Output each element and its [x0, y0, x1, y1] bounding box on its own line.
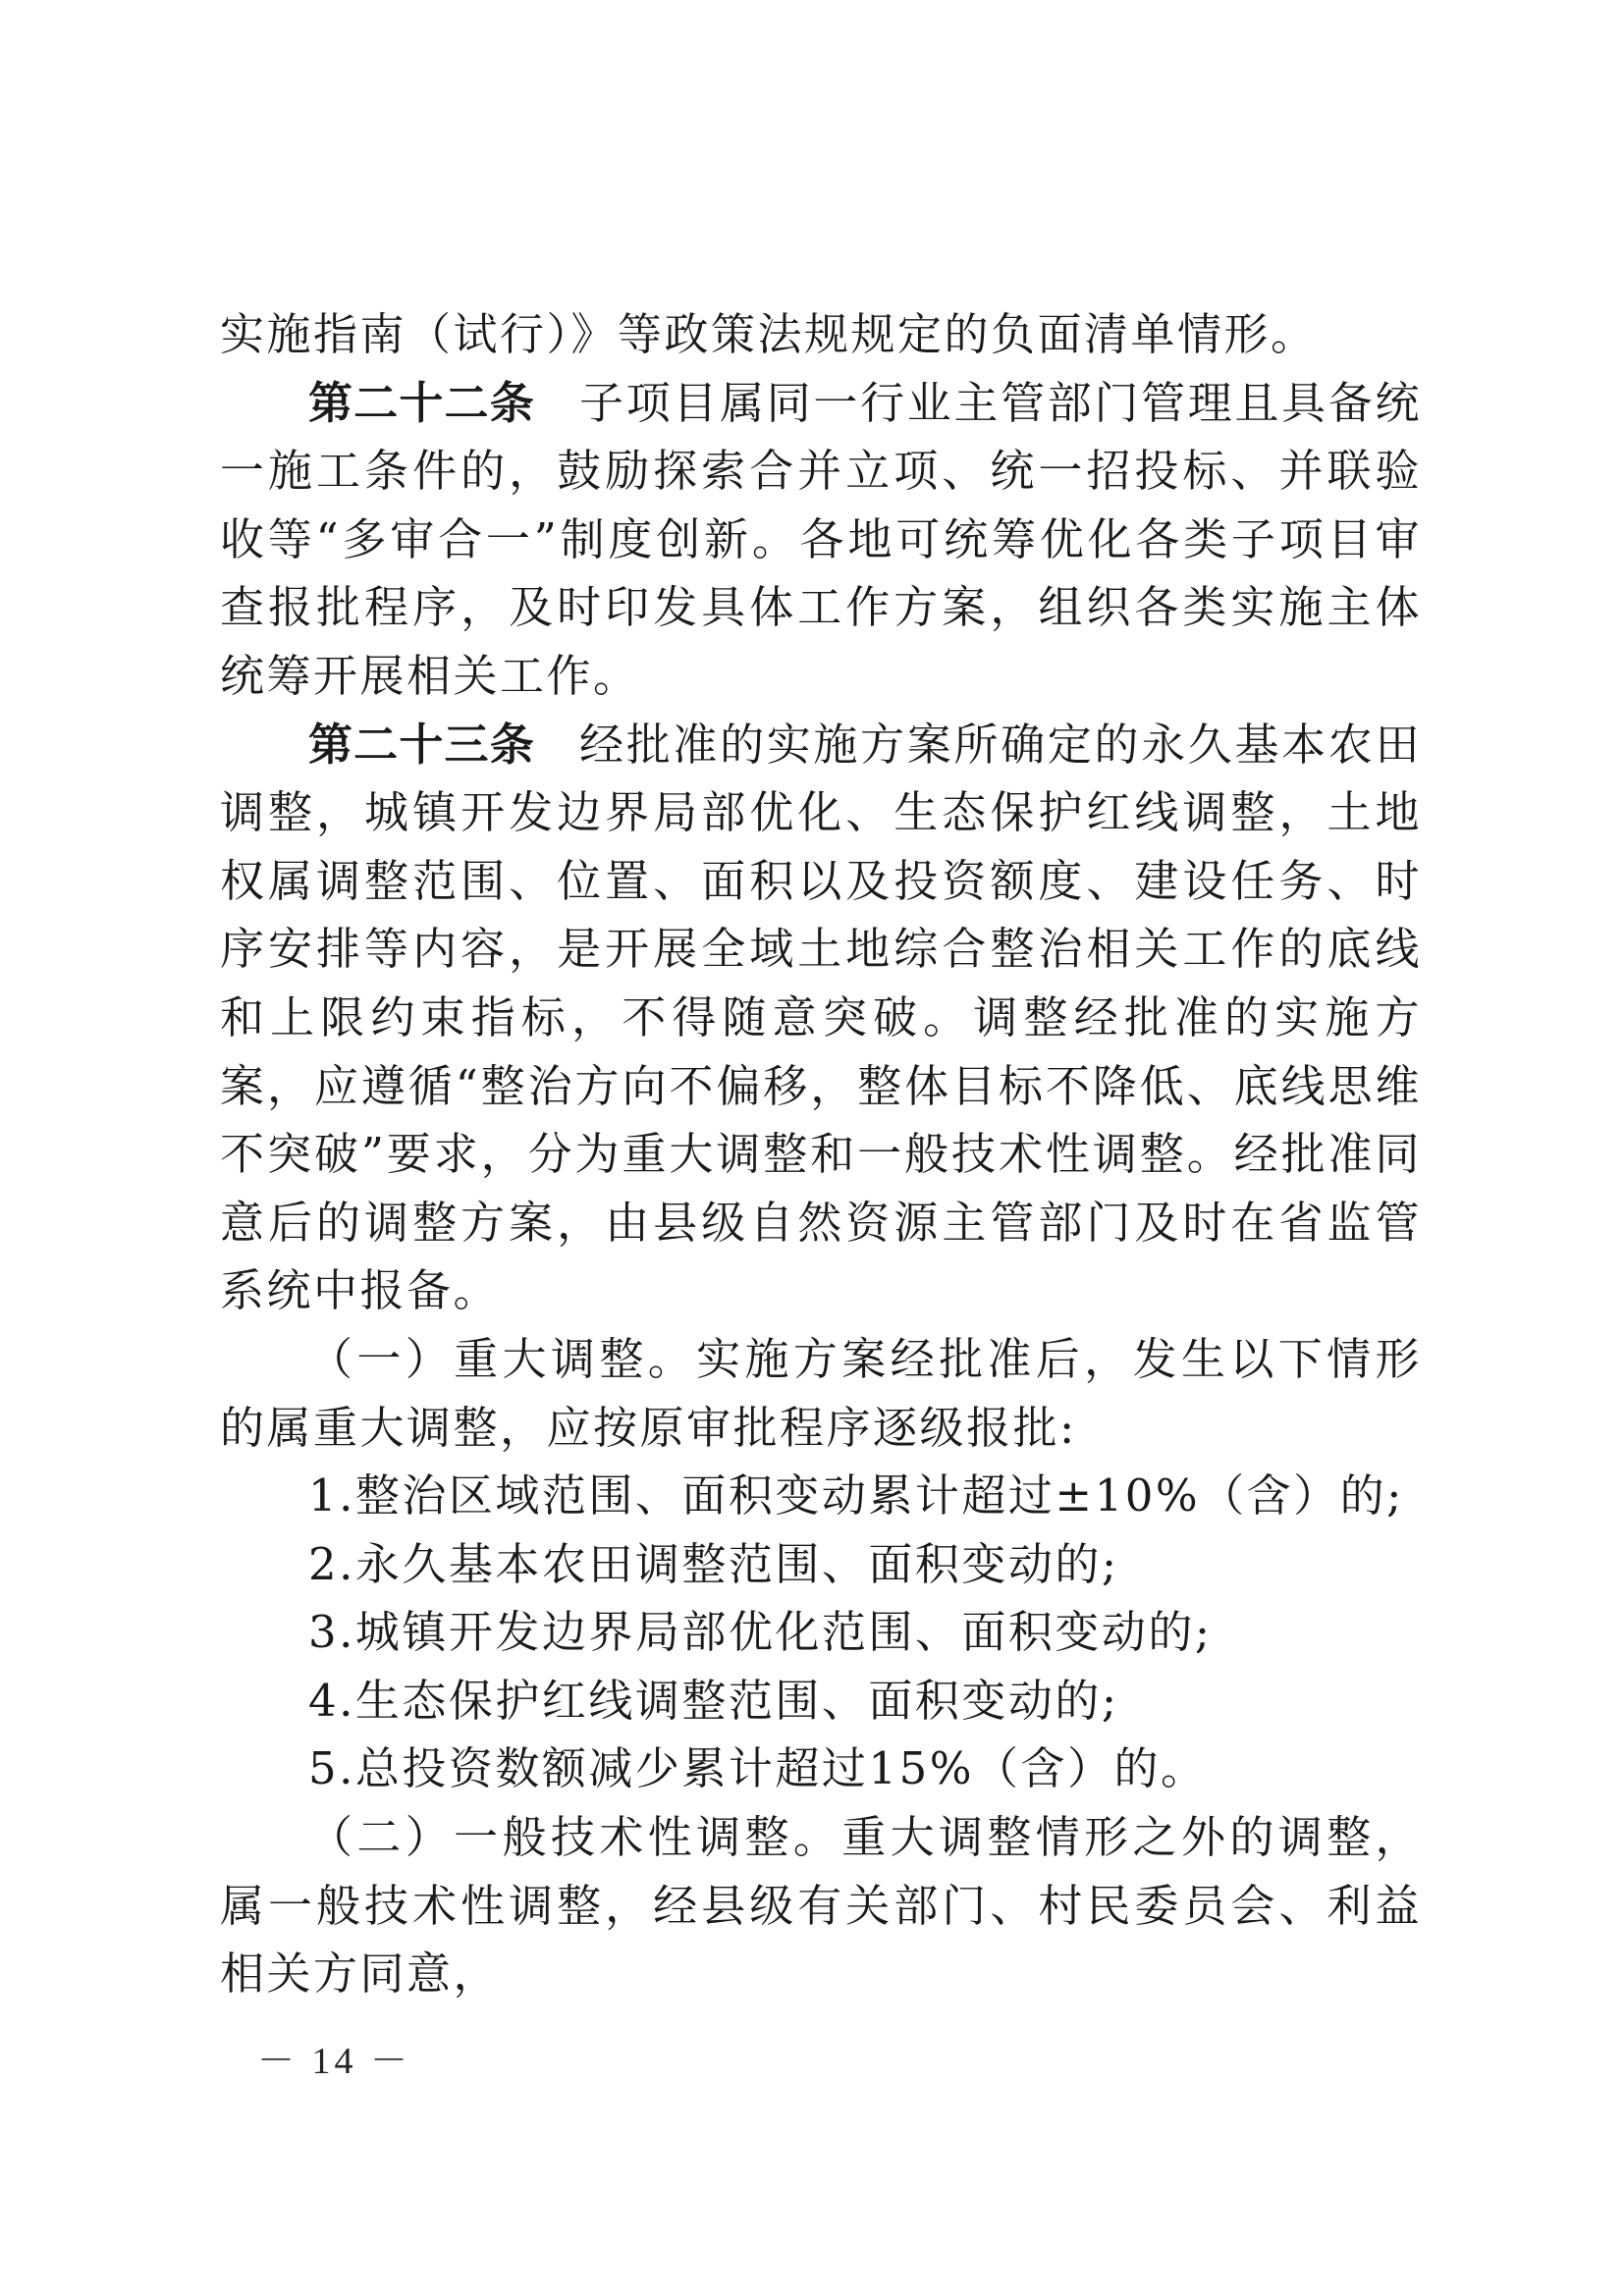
- article-23-text: 经批准的实施方案所确定的永久基本农田调整，城镇开发边界局部优化、生态保护红线调整，土地权属调整范围、位置、面积以及投资额度、建设任务、时序安排等内容，是开展全域土地综合整治相关工作的底线和上限约束指标，不得随意突破。调整经批准的实施方案，应遵循“整治方向不偏移，整体目标不降低、底线思维不突破”要求，分为重大调整和一般技术性调整。经批准同意后的调整方案，由县级自然资源主管部门及时在省监管系统中报备。: [220, 718, 1422, 1317]
- article-23-heading: 第二十三条: [308, 718, 535, 771]
- article-22-paragraph: [220, 369, 1422, 711]
- list-item: 2.永久基本农田调整范围、面积变动的;: [308, 1537, 1119, 1590]
- general-adjustment-paragraph: （二）一般技术性调整。重大调整情形之外的调整，属一般技术性调整，经县级有关部门、村民委员会、利益相关方同意，: [220, 1811, 1422, 2001]
- page-number: － 14 －: [257, 2041, 412, 2082]
- continuation-paragraph: 实施指南（试行）》等政策法规规定的负面清单情形。: [220, 308, 1318, 360]
- list-item: 3.城镇开发边界局部优化范围、面积变动的;: [308, 1606, 1213, 1659]
- list-item: 5.总投资数额减少累计超过15%（含）的。: [308, 1742, 1208, 1795]
- body-text: [220, 300, 1422, 2008]
- article-22-text: 子项目属同一行业主管部门管理且具备统一施工条件的，鼓励探索合并立项、统一招投标、并联验收等“多审合一”制度创新。各地可统筹优化各类子项目审查报批程序，及时印发具体工作方案，组织各类实施主体统筹开展相关工作。: [220, 376, 1422, 702]
- article-22-heading: 第二十二条: [308, 376, 535, 429]
- major-adjustment-paragraph: （一）重大调整。实施方案经批准后，发生以下情形的属重大调整，应按原审批程序逐级报批:: [220, 1332, 1422, 1454]
- article-23-paragraph: [220, 711, 1422, 1325]
- list-item: 1.整治区域范围、面积变动累计超过±10%（含）的;: [308, 1469, 1404, 1522]
- list-item: 4.生态保护红线调整范围、面积变动的;: [308, 1674, 1119, 1727]
